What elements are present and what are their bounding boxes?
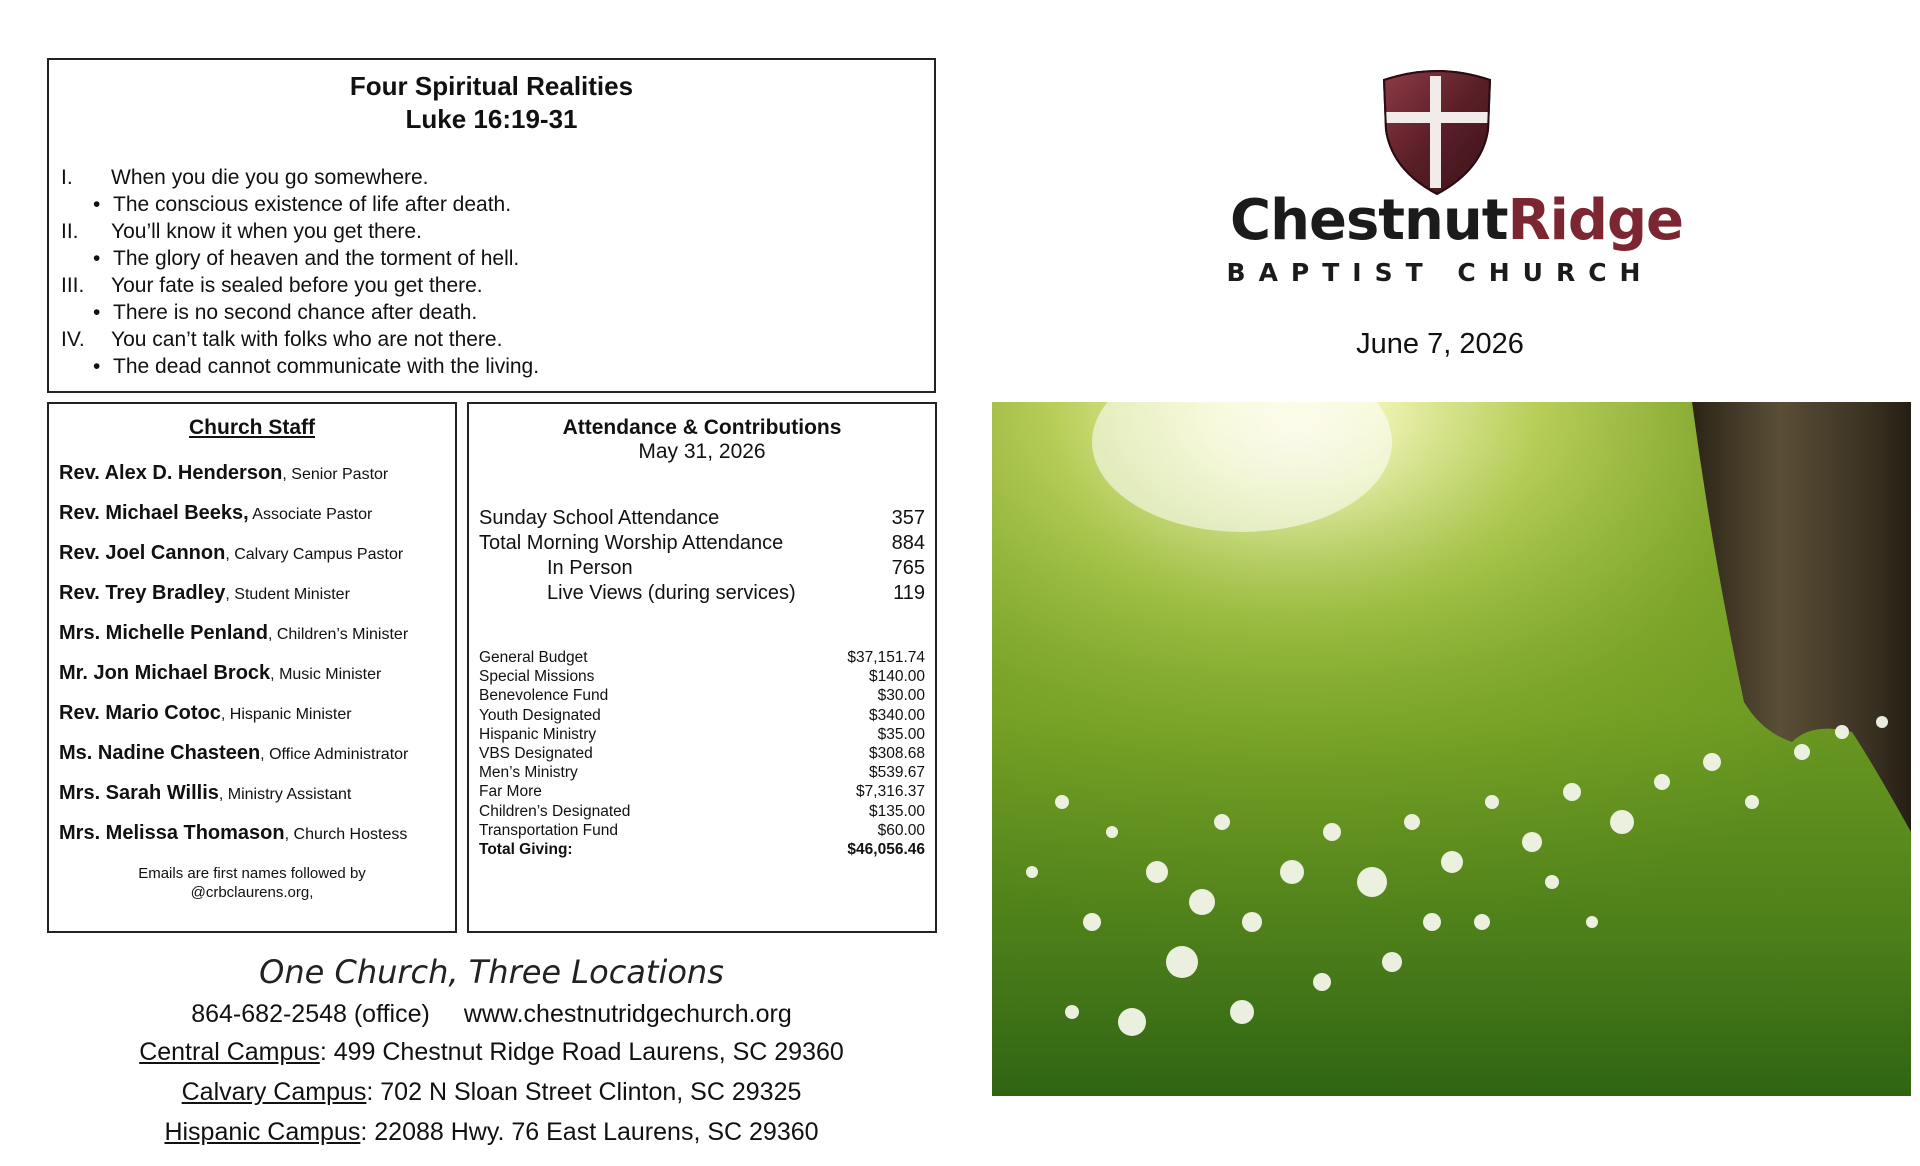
point-text: You can’t talk with folks who are not there. [111,328,503,351]
sermon-title: Four Spiritual Realities [349,71,634,101]
staff-name: Mrs. Melissa Thomason [59,822,285,844]
contribution-row [479,763,925,782]
contribution-value: $340.00 [868,706,925,724]
staff-heading: Church Staff [189,416,315,439]
bullet-icon: • [93,355,101,378]
contribution-row [479,744,925,763]
campus-line [47,1112,936,1152]
point-subtext: The dead cannot communicate with the living. [113,355,540,378]
contribution-row [479,686,925,705]
church-staff-box [47,402,457,933]
staff-name: Mrs. Sarah Willis [59,782,219,804]
point-number: III. [61,274,85,297]
campus-address: : 22088 Hwy. 76 East Laurens, SC 29360 [360,1118,819,1146]
staff-name: Ms. Nadine Chasteen [59,742,261,764]
point-number: IV. [61,328,85,351]
attendance-row [479,556,925,581]
total-giving-label: Total Giving: [479,841,573,859]
contribution-value: $135.00 [868,802,925,820]
sermon-outline-box [47,58,936,393]
attendance-value: 119 [893,582,925,604]
sermon-reference: Luke 16:19-31 [405,104,578,134]
campus-name: Central Campus [139,1038,320,1066]
contribution-label: General Budget [479,649,588,666]
attendance-value: 357 [891,507,925,529]
contribution-row [479,802,925,821]
point-text: Your fate is sealed before you get there. [111,274,483,297]
staff-member [59,654,445,694]
contribution-label: Special Missions [479,668,595,686]
shield-cross-icon [1378,68,1496,196]
contribution-label: Youth Designated [479,706,601,724]
sermon-point [61,272,922,326]
staff-member [59,574,445,614]
point-subtext: There is no second chance after death. [113,301,478,324]
church-logo [1226,68,1684,288]
attendance-row [479,531,925,556]
sermon-point [61,218,922,272]
total-giving-value: $46,056.46 [847,841,925,859]
attendance-box [467,402,937,933]
logo-word-part1: Chestnut [1230,188,1508,253]
website-link[interactable]: www.chestnutridgechurch.org [463,1000,792,1028]
contribution-row [479,725,925,744]
attendance-heading: Attendance & Contributions [562,416,842,439]
point-text: You’ll know it when you get there. [111,220,422,243]
staff-name: Rev. Alex D. Henderson [59,462,283,484]
contribution-value: $30.00 [877,687,925,705]
contribution-label: Benevolence Fund [479,687,609,705]
staff-member [59,694,445,734]
campus-address: : 499 Chestnut Ridge Road Laurens, SC 29360 [319,1038,844,1066]
contribution-label: Transportation Fund [479,821,619,839]
staff-member [59,734,445,774]
contribution-label: Men’s Ministry [479,764,578,782]
attendance-label: Live Views (during services) [547,582,796,604]
campus-name: Hispanic Campus [164,1118,361,1146]
sermon-points [61,164,922,380]
office-phone: 864-682-2548 (office) [191,1000,430,1028]
staff-role: , Hispanic Minister [220,706,352,723]
bulletin-date: June 7, 2026 [1356,328,1524,360]
church-slogan: One Church, Three Locations [259,953,724,991]
bullet-icon: • [93,301,101,324]
staff-member [59,774,445,814]
staff-role: , Church Hostess [284,826,408,843]
contribution-row [479,667,925,686]
staff-name: Mrs. Michelle Penland [59,622,268,644]
contribution-label: Hispanic Ministry [479,725,597,743]
staff-role: , Children’s Minister [267,626,409,643]
email-note-line: @crbclaurens.org, [190,884,314,901]
staff-member [59,494,445,534]
campus-address: : 702 N Sloan Street Clinton, SC 29325 [366,1078,802,1106]
contribution-value: $7,316.37 [856,783,925,801]
meadow-photo [992,402,1911,1096]
staff-name: Rev. Joel Cannon [59,542,226,564]
contribution-value: $60.00 [877,821,925,839]
attendance-date: May 31, 2026 [638,440,766,463]
staff-role: Associate Pastor [248,506,373,523]
campus-name: Calvary Campus [181,1078,367,1106]
bullet-icon: • [93,193,101,216]
email-note-line: Emails are first names followed by [138,865,366,882]
contribution-label: Far More [479,783,542,801]
bullet-icon: • [93,247,101,270]
staff-role: , Office Administrator [260,746,409,763]
contribution-value: $539.67 [868,764,925,782]
attendance-label: Total Morning Worship Attendance [479,532,784,554]
staff-role: , Ministry Assistant [218,786,352,803]
logo-subtitle: BAPTIST CHURCH [1226,258,1654,287]
sermon-point [61,326,922,380]
staff-name: Mr. Jon Michael Brock [59,662,271,684]
staff-member [59,454,445,494]
contributions-list [479,648,925,859]
total-giving-row [479,840,925,859]
contribution-label: Children’s Designated [479,802,631,820]
attendance-label: In Person [547,557,633,579]
attendance-row [479,581,925,606]
staff-member [59,534,445,574]
staff-name: Rev. Mario Cotoc [59,702,221,724]
contribution-row [479,782,925,801]
contact-footer [47,948,936,1152]
staff-role: , Student Minister [225,586,350,603]
email-note [59,864,445,902]
contribution-row [479,821,925,840]
contribution-label: VBS Designated [479,745,593,763]
contribution-value: $35.00 [877,725,925,743]
staff-role: , Calvary Campus Pastor [225,546,404,563]
staff-role: , Senior Pastor [282,466,389,483]
staff-name: Rev. Michael Beeks, [59,502,249,524]
point-number: I. [61,166,73,189]
attendance-value: 884 [891,532,925,554]
staff-role: , Music Minister [270,666,382,683]
attendance-label: Sunday School Attendance [479,507,720,529]
sermon-point [61,164,922,218]
contact-line [47,996,936,1032]
contribution-row [479,648,925,667]
point-subtext: The conscious existence of life after death. [113,193,512,216]
campus-line [47,1032,936,1072]
logo-wordmark [1230,188,1684,253]
campus-line [47,1072,936,1112]
contribution-row [479,706,925,725]
point-subtext: The glory of heaven and the torment of hell. [113,247,520,270]
contribution-value: $308.68 [868,745,925,763]
staff-member [59,814,445,854]
staff-member [59,614,445,654]
contribution-value: $140.00 [868,668,925,686]
contribution-value: $37,151.74 [847,649,925,666]
attendance-value: 765 [891,557,925,579]
point-text: When you die you go somewhere. [111,166,429,189]
attendance-row [479,506,925,531]
staff-name: Rev. Trey Bradley [59,582,226,604]
point-number: II. [61,220,79,243]
logo-word-part2: Ridge [1507,188,1684,253]
